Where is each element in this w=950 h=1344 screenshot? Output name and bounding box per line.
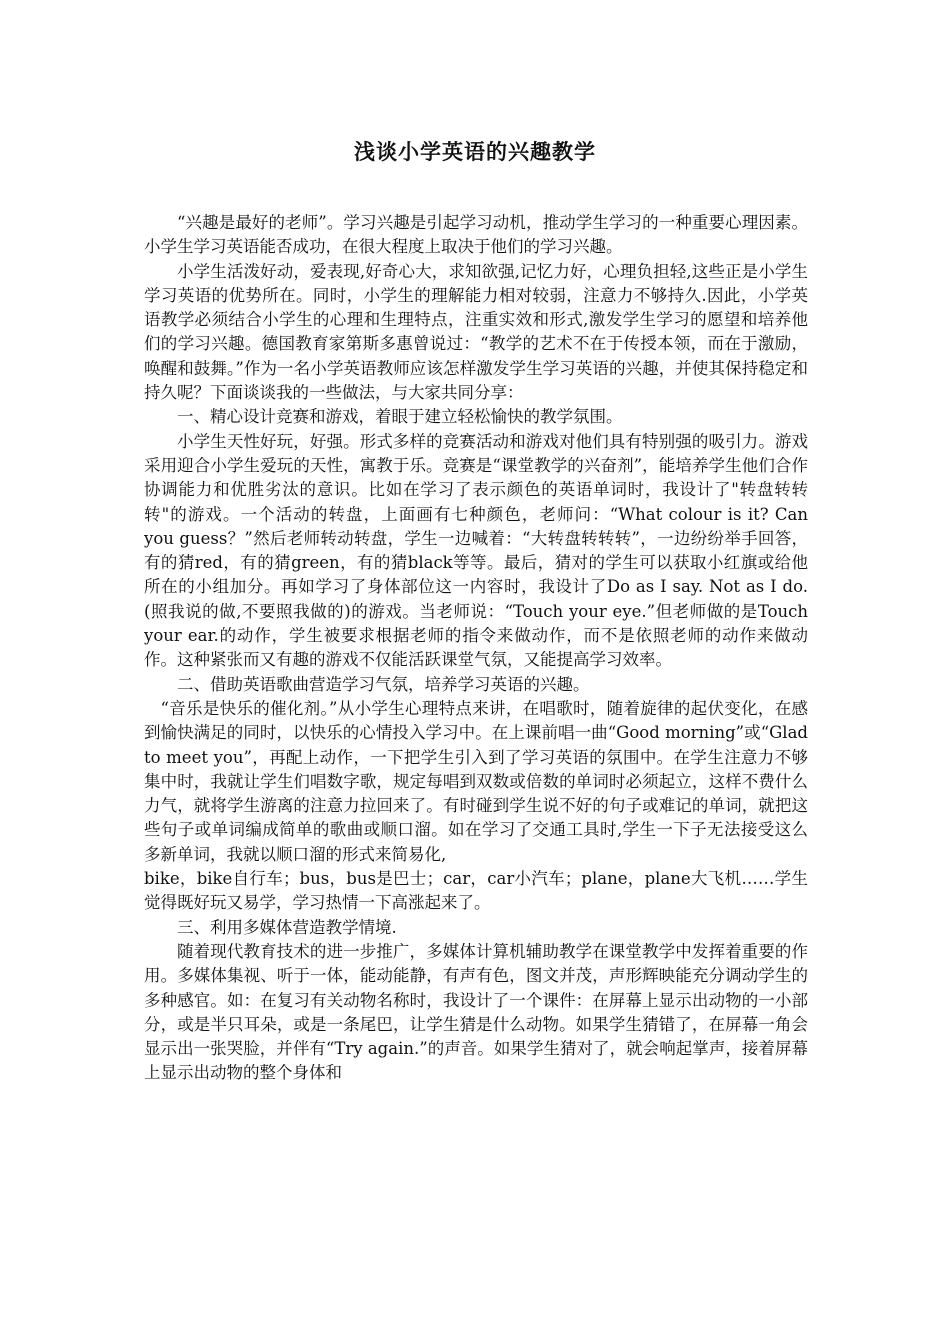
paragraph-multimedia: 随着现代教育技术的进一步推广，多媒体计算机辅助教学在课堂教学中发挥着重要的作用。多媒体集视、听于一体，能动能静，有声有色，图文并茂，声形辉映能充分调动学生的多种感官。如：在复习有关动物名称时，我设计了一个课件：在屏幕上显示出动物的一小部分，或是半只耳朵，或是一条尾巴，让学生猜是什么动物。如果学生猜错了，在屏幕一角会显示出一张哭脸，并伴有“Try again.”的声音。如果学生猜对了，就会响起掌声，接着屏幕上显示出动物的整个身体和 xyxy=(144,941,808,1083)
document-body xyxy=(144,211,808,1086)
paragraph-games: 小学生天性好玩，好强。形式多样的竞赛活动和游戏对他们具有特别强的吸引力。游戏采用迎合小学生爱玩的天性，寓教于乐。竞赛是“课堂教学的兴奋剂”，能培养学生他们合作协调能力和优胜劣汰的意识。比如在学习了表示颜色的英语单词时，我设计了"转盘转转转"的游戏。一个活动的转盘，上面画有七种颜色，老师问：“What colour is it? Can you guess？”然后老师转动转盘，学生一边喊着：“大转盘转转转”，一边纷纷举手回答，有的猜red，有的猜green，有的猜black等等。最后，猜对的学生可以获取小红旗或给他所在的小组加分。再如学习了身体部位这一内容时，我设计了Do as I say. Not as I do.(照我说的做,不要照我做的)的游戏。当老师说：“Touch your eye.”但老师做的是Touch your ear.的动作，学生被要求根据老师的指令来做动作，而不是依照老师的动作来做动作。这种紧张而又有趣的游戏不仅能活跃课堂气氛，又能提高学习效率。 xyxy=(144,431,808,670)
section-heading-3: 三、利用多媒体营造教学情境. xyxy=(177,917,397,937)
section-heading-1: 一、精心设计竞赛和游戏，着眼于建立轻松愉快的教学氛围。 xyxy=(177,407,623,427)
paragraph-rhyme: bike，bike自行车；bus，bus是巴士；car，car小汽车；plane，plane大飞机……学生觉得既好玩又易学，学习热情一下高涨起来了。 xyxy=(144,869,808,913)
paragraph-characteristics: 小学生活泼好动，爱表现,好奇心大，求知欲强,记忆力好，心理负担轻,这些正是小学生学习英语的优势所在。同时，小学生的理解能力相对较弱，注意力不够持久.因此，小学英语教学必须结合小学生的心理和生理特点，注重实效和形式,激发学生学习的愿望和培养他们的学习兴趣。德国教育家第斯多惠曾说过：“教学的艺术不在于传授本领，而在于激励，唤醒和鼓舞。”作为一名小学英语教师应该怎样激发学生学习英语的兴趣，并使其保持稳定和持久呢？下面谈谈我的一些做法，与大家共同分享： xyxy=(144,261,808,403)
document-title: 浅谈小学英语的兴趣教学 xyxy=(354,139,596,164)
paragraph-intro: “兴趣是最好的老师”。学习兴趣是引起学习动机，推动学生学习的一种重要心理因素。小学生学习英语能否成功，在很大程度上取决于他们的学习兴趣。 xyxy=(144,213,808,257)
paragraph-songs: “音乐是快乐的催化剂。”从小学生心理特点来讲，在唱歌时，随着旋律的起伏变化，在感到愉快满足的同时，以快乐的心情投入学习中。在上课前唱一曲“Good morning”或“Glad to meet you”，再配上动作，一下把学生引入到了学习英语的氛围中。在学生注意力不够集中时，我就让学生们唱数字歌，规定每唱到双数或倍数的单词时必须起立，这样不费什么力气，就将学生游离的注意力拉回来了。有时碰到学生说不好的句子或难记的单词，就把这些句子或单词编成简单的歌曲或顺口溜。如在学习了交通工具时,学生一下子无法接受这么多新单词，我就以顺口溜的形式来简易化, xyxy=(144,698,808,864)
section-heading-2: 二、借助英语歌曲营造学习气氛，培养学习英语的兴趣。 xyxy=(177,674,590,694)
